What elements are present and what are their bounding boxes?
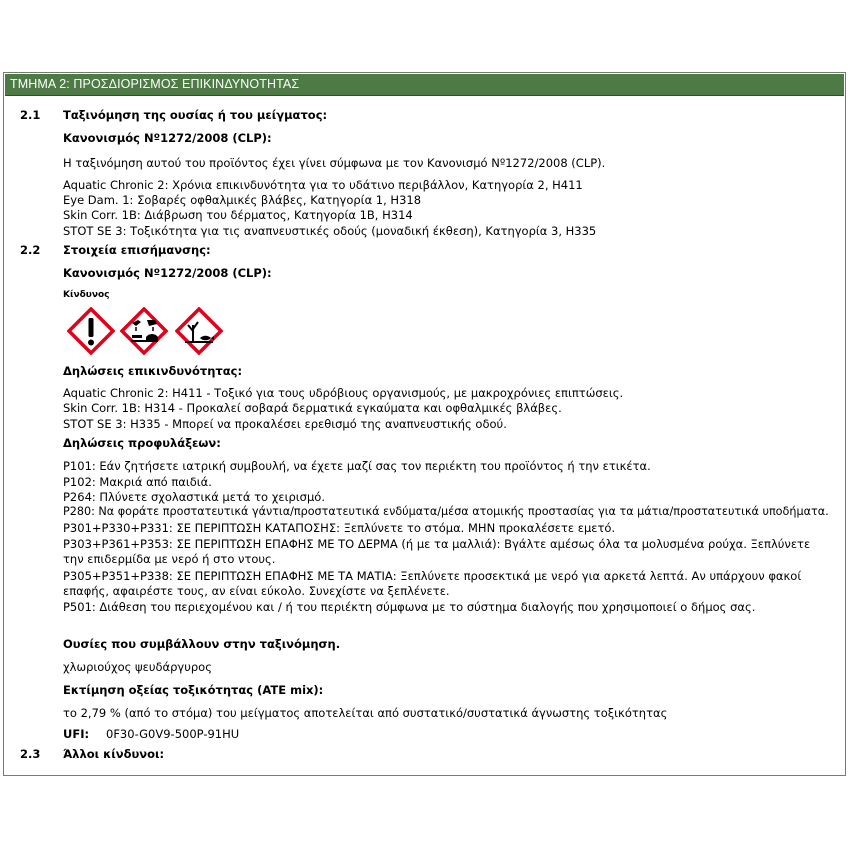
corrosion-icon [120, 307, 168, 355]
section-number-2-1: 2.1 [20, 108, 41, 122]
exclamation-icon [67, 307, 115, 355]
substances-title: Ουσίες που συμβάλλουν στην ταξινόμηση. [63, 637, 341, 651]
precaution-statement: P301+P330+P331: ΣΕ ΠΕΡΙΠΤΩΣΗ ΚΑΤΑΠΟΣΗΣ: Ξεπλύνετε το στόμα. ΜΗΝ προκαλέσετε εμετό. [63, 521, 616, 535]
precaution-statement: P305+P351+P338: ΣΕ ΠΕΡΙΠΤΩΣΗ ΕΠΑΦΗΣ ΜΕ ΤΑ ΜΑΤΙΑ: Ξεπλύνετε προσεκτικά με νερό για αρκετά λεπτά. Αν υπάρχουν φακοί [63, 569, 802, 583]
environment-icon [175, 307, 223, 355]
classification-intro: Η ταξινόμηση αυτού του προϊόντος έχει γίνει σύμφωνα με τον Κανονισμό Νº1272/2008 (CLP). [63, 156, 606, 170]
classification-line: Aquatic Chronic 2: Χρόνια επικινδυνότητα για το υδάτινο περιβάλλον, Κατηγορία 2, H411 [63, 178, 583, 192]
hazard-statement: Skin Corr. 1B: H314 - Προκαλεί σοβαρά δερματικά εγκαύματα και οφθαλμικές βλάβες. [63, 401, 562, 415]
precaution-statement: P102: Μακριά από παιδιά. [63, 475, 212, 489]
precaution-statement: P101: Εάν ζητήσετε ιατρική συμβουλή, να έχετε μαζί σας τον περιέκτη του προϊόντος ή την ετικέτα. [63, 459, 651, 473]
precaution-statement: την επιδερμίδα με νερό ή στο ντους. [63, 552, 276, 566]
hazard-statement: STOT SE 3: H335 - Μπορεί να προκαλέσει ερεθισμό της αναπνευστικής οδού. [63, 417, 507, 431]
regulation-heading: Κανονισμός Νº1272/2008 (CLP): [63, 131, 272, 145]
precaution-statements-title: Δηλώσεις προφυλάξεων: [63, 436, 221, 450]
classification-line: Eye Dam. 1: Σοβαρές οφθαλμικές βλάβες, Κατηγορία 1, H318 [63, 193, 422, 207]
classification-line: STOT SE 3: Τοξικότητα για τις αναπνευστικές οδούς (μοναδική έκθεση), Κατηγορία 3, H335 [63, 224, 597, 238]
precaution-statement: P303+P361+P353: ΣΕ ΠΕΡΙΠΤΩΣΗ ΕΠΑΦΗΣ ΜΕ ΤΟ ΔΕΡΜΑ (ή με τα μαλλιά): Βγάλτε αμέσως όλα τα μολυσμένα ρούχα. Ξεπλύνετε [63, 537, 811, 551]
precaution-statement: P264: Πλύνετε σχολαστικά μετά το χειρισμό. [63, 490, 325, 504]
section-header: ΤΜΗΜΑ 2: ΠΡΟΣΔΙΟΡΙΣΜΟΣ ΕΠΙΚΙΝΔΥΝΟΤΗΤΑΣ [5, 74, 844, 96]
precaution-statement: επαφής, αφαιρέστε τους, αν είναι εύκολο. Συνεχίστε να ξεπλένετε. [63, 584, 450, 598]
substance-name: χλωριούχος ψευδάργυρος [63, 660, 212, 674]
hazard-statement: Aquatic Chronic 2: H411 - Τοξικό για τους υδρόβιους οργανισμούς, με μακροχρόνιες επιπτώσεις. [63, 386, 624, 400]
precaution-statement: P280: Να φοράτε προστατευτικά γάντια/προστατευτικά ενδύματα/μέσα ατομικής προστασίας για τα μάτια/προστατευτικά υποδήματα. [63, 505, 829, 518]
hazard-statements-title: Δηλώσεις επικινδυνότητας: [63, 364, 243, 378]
signal-word: Κίνδυνος [63, 290, 110, 300]
classification-line: Skin Corr. 1B: Διάβρωση του δέρματος, Κατηγορία 1B, H314 [63, 208, 413, 222]
ate-text: το 2,79 % (από το στόμα) του μείγματος αποτελείται από συστατικό/συστατικά άγνωστης τοξικότητας [63, 706, 668, 720]
section-title-2-3: Άλλοι κίνδυνοι: [63, 747, 165, 761]
ufi-label: UFI: [63, 727, 90, 741]
section-number-2-2: 2.2 [20, 243, 41, 257]
section-title-2-2: Στοιχεία επισήμανσης: [63, 243, 211, 257]
precaution-statement: P501: Διάθεση του περιεχομένου και / ή του περιέκτη σύμφωνα με το σύστημα διαλογής που χρησιμοποιεί ο δήμος σας. [63, 600, 756, 614]
ufi-code: 0F30-G0V9-500P-91HU [106, 727, 240, 741]
section-title-2-1: Ταξινόμηση της ουσίας ή του μείγματος: [63, 108, 328, 122]
ate-title: Εκτίμηση οξείας τοξικότητας (ATE mix): [63, 683, 324, 697]
section-number-2-3: 2.3 [20, 747, 41, 761]
regulation-heading: Κανονισμός Νº1272/2008 (CLP): [63, 266, 272, 280]
